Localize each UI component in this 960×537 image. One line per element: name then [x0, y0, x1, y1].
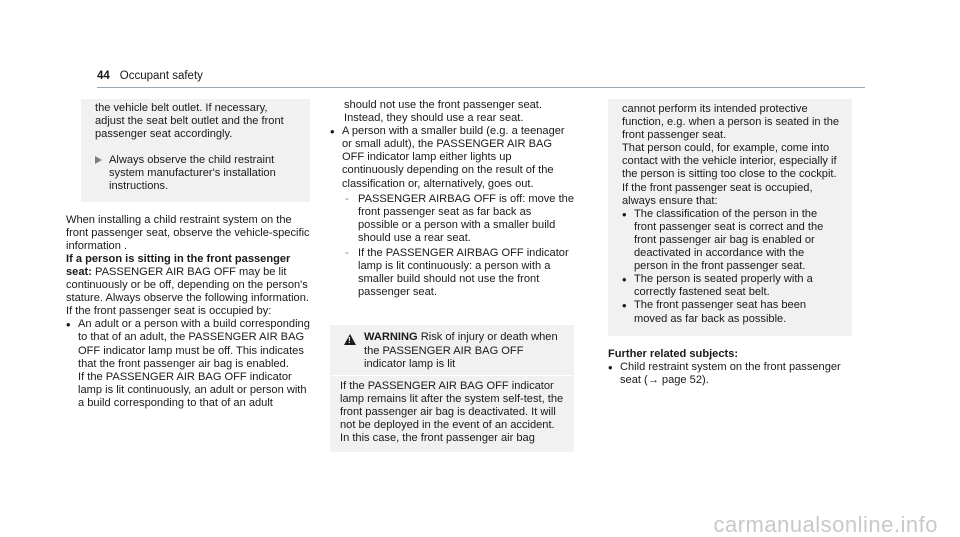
- related-list: [608, 361, 852, 387]
- watermark: carmanualsonline.info: [713, 511, 938, 537]
- section-title: Occupant safety: [119, 70, 203, 82]
- bold-heading-tail: PASSENGER AIR BAG OFF may be lit continuously or be off, depending on the person's stature. Always observe the following information.: [66, 265, 309, 305]
- dash-item: - If the PASSENGER AIRBAG OFF indicator lamp is lit continuously: a person with a smaller build should not use the front passenger seat.: [342, 247, 574, 299]
- list-item: • The front passenger seat has been moved as far back as possible.: [622, 299, 840, 325]
- continuation-text: cannot perform its intended protective function, e.g. when a person is seated in the front passenger seat.: [622, 103, 840, 142]
- bold-heading: If a person is sitting in the front passenger seat:: [66, 252, 291, 278]
- page-header: [97, 70, 203, 83]
- list-item: • The person is seated properly with a correctly fastened seat belt.: [622, 273, 840, 299]
- contact-paragraph: That person could, for example, come into contact with the vehicle interior, especially if the person is sitting too close to the cockpit.: [622, 142, 837, 181]
- column-3: [608, 99, 852, 387]
- warning-triangle-icon: [344, 334, 356, 345]
- instruction-step: [95, 154, 298, 193]
- warning-title: Risk of injury or death when the PASSENGER AIR BAG OFF indicator lamp is lit: [364, 331, 558, 370]
- installation-paragraph: When installing a child restraint system on the front passenger seat, observe the vehicle-specific information .: [66, 213, 310, 252]
- dash-item: - PASSENGER AIRBAG OFF is off: move the front passenger seat as far back as possible or a person with a smaller build should use a rear seat.: [342, 193, 574, 245]
- step-arrow-icon: [95, 156, 102, 164]
- warning-label: WARNING: [364, 331, 418, 344]
- warning-header: [330, 325, 574, 375]
- column-2: [330, 99, 574, 452]
- occupied-paragraph: [66, 253, 310, 305]
- page-number: 44: [97, 70, 110, 82]
- continuation-text: should not use the front passenger seat. Instead, they should use a rear seat.: [344, 99, 542, 125]
- bullet-text: An adult or a person with a build corresponding to that of an adult, the PASSENGER AIR BAG OFF indicator lamp must be off. This indicates that the front passenger air bag is enabled.: [78, 318, 310, 370]
- bullet-text: A person with a smaller build (e.g. a teenager or small adult), the PASSENGER AIR BAG OFF indicator lamp either lights up continuously depending on the result of the classification or, alternatively, goes out.: [342, 125, 565, 190]
- bullet-continuation: If the PASSENGER AIR BAG OFF indicator lamp is lit continuously, an adult or person with a build corresponding to that of an adult: [78, 370, 307, 409]
- column-1: [66, 99, 310, 410]
- header-divider: [97, 87, 865, 88]
- warning-body: If the PASSENGER AIR BAG OFF indicator lamp remains lit after the system self-test, the front passenger air bag is deactivated. It will not be deployed in the event of an accident. In this case, the front passenger air bag: [340, 379, 564, 445]
- step-text: Always observe the child restraint system manufacturer's installation instructions.: [109, 154, 276, 193]
- box-text: the vehicle belt outlet. If necessary, adjust the seat belt outlet and the front passenger seat accordingly.: [95, 102, 284, 141]
- list-item: [330, 125, 574, 299]
- occupied-by-paragraph: If the front passenger seat is occupied by:: [66, 305, 272, 318]
- warning-box: [330, 325, 574, 452]
- list-item: [66, 318, 310, 410]
- related-link[interactable]: • Child restraint system on the front passenger seat (→ page 52).: [608, 361, 852, 387]
- occupant-list-cont: [330, 125, 574, 299]
- ensure-list: [622, 208, 840, 326]
- list-item: • The classification of the person in the front passenger seat is correct and the front passenger air bag is enabled or deactivated in accordance with the person in the front passenger seat.: [622, 208, 840, 273]
- warning-box-continued: [608, 99, 852, 336]
- related-heading: Further related subjects:: [608, 347, 739, 360]
- instruction-box: [81, 99, 310, 202]
- occupant-list: [66, 318, 310, 410]
- ensure-paragraph: If the front passenger seat is occupied, always ensure that:: [622, 181, 813, 207]
- dash-list: [342, 193, 574, 300]
